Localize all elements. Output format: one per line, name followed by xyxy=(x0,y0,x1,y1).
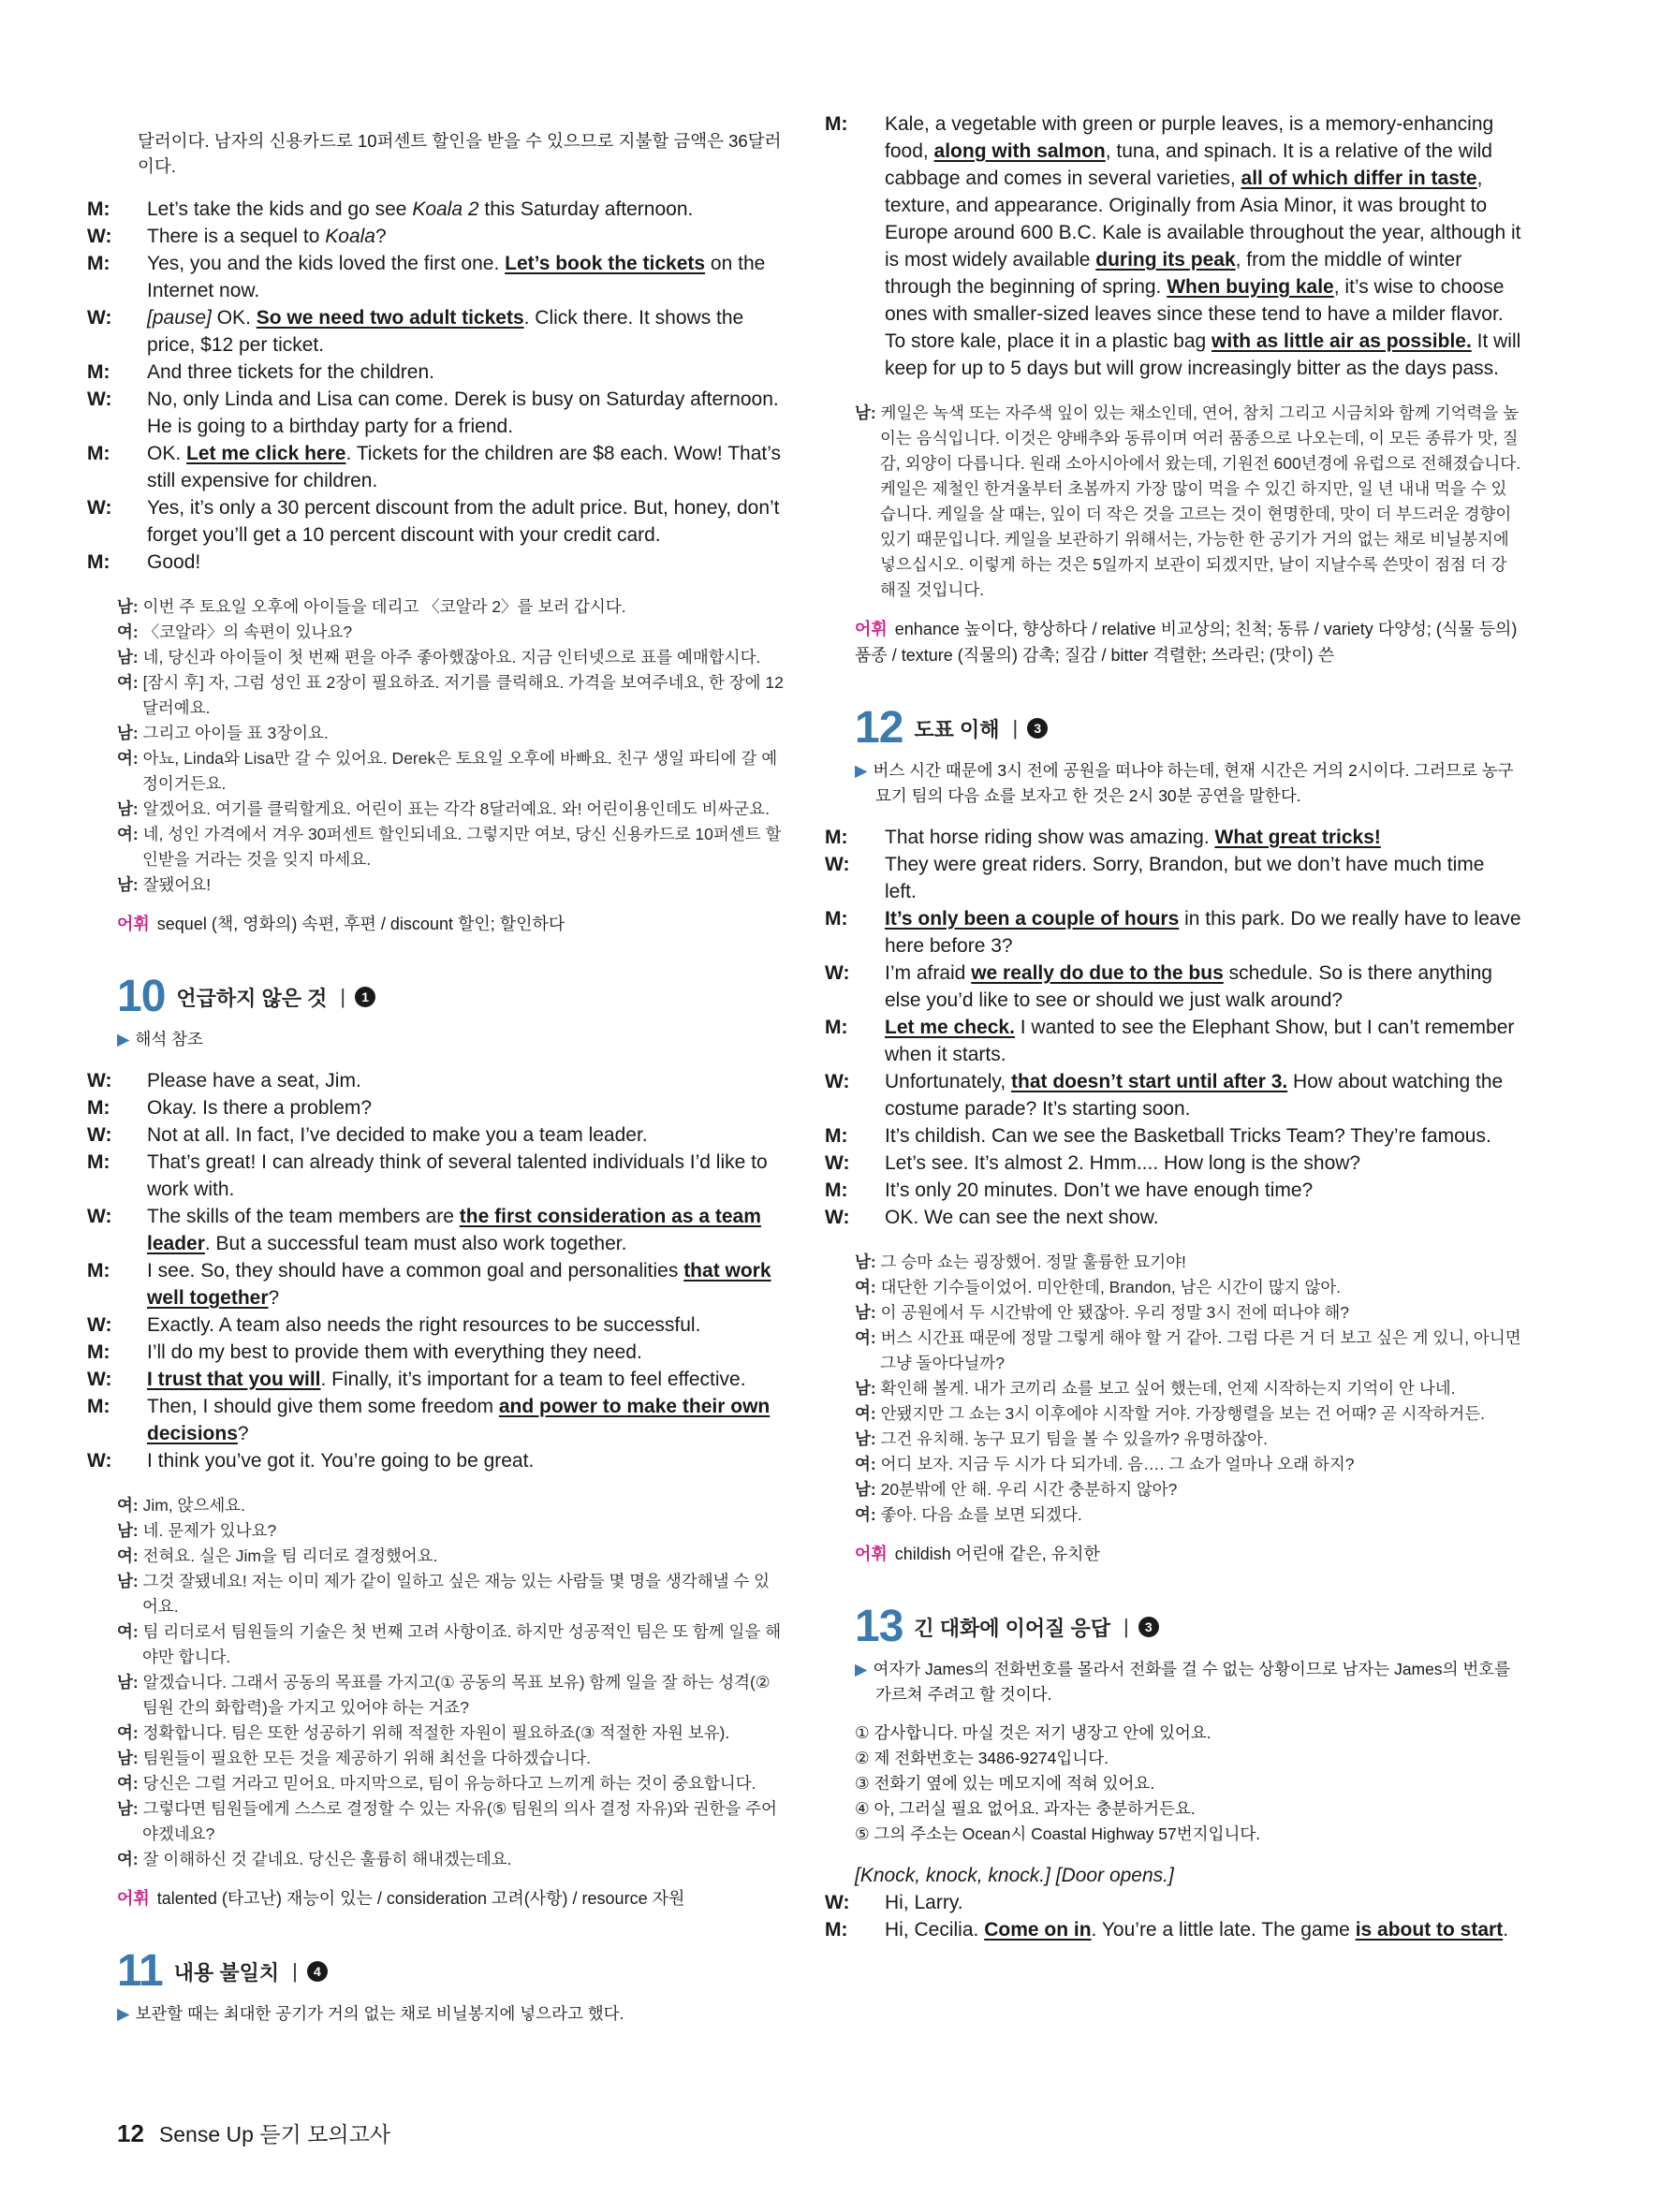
dialogue-text: Then, I should give them some freedom xyxy=(147,1396,499,1417)
key-phrase: Let me check. xyxy=(885,1017,1015,1038)
answer-option: ④ 아, 그러실 필요 없어요. 과자는 충분하거든요. xyxy=(855,1799,1196,1818)
section-13-header xyxy=(855,1604,1521,1649)
dialogue-text: Hi, Cecilia. xyxy=(885,1919,985,1941)
page-number: 12 xyxy=(117,2119,144,2147)
dialogue-text: Not at all. In fact, I’ve decided to make you a team leader. xyxy=(147,1124,648,1146)
dialogue-line xyxy=(825,1177,1521,1204)
section-title: 도표 이해 xyxy=(914,717,1000,741)
korean-line xyxy=(117,620,784,645)
speaker: W: xyxy=(87,1314,112,1336)
speaker: W: xyxy=(87,1369,112,1390)
section-12-header xyxy=(855,703,1521,753)
speaker: W: xyxy=(825,1207,850,1228)
korean-text: 케일은 녹색 또는 자주색 잎이 있는 채소인데, 연어, 참치 그리고 시금치와 함께 기억력을 높이는 음식입니다. 이것은 양배추와 동류이며 여러 품종으로 나오는데, 이 모든 종류가 맛, 질감, 외양이 다릅니다. 원래 소아시아에서 왔는데, 기원전 600년경에 유럽으로 전해졌습니다. 케일은 제철인 한겨울부터 초봄까지 가장 많이 먹을 수 있긴 하지만, 일 년 내내 먹을 수 있습니다. 케일을 살 때는, 잎이 더 작은 것을 고르는 것이 현명한데, 맛이 더 부드러운 경향이 있기 때문입니다. 케일을 보관하기 위해서는, 가능한 한 공기가 거의 없는 채로 비닐봉지에 넣으십시오. 이렇게 하는 것은 5일까지 보관이 되겠지만, 날이 지날수록 쓴맛이 점점 더 강해질 것입니다. xyxy=(875,403,1521,599)
dialogue-text: It’s childish. Can we see the Basketball Tricks Team? They’re famous. xyxy=(885,1125,1491,1147)
dialogue-text: That horse riding show was amazing. xyxy=(885,827,1215,848)
dialogue-line xyxy=(87,1366,784,1393)
korean-text: 아뇨, Linda와 Lisa만 갈 수 있어요. Derek은 토요일 오후에 바빠요. 친구 생일 파티에 갈 예정이거든요. xyxy=(138,749,778,793)
speaker: M: xyxy=(87,1097,110,1119)
speaker: 여: xyxy=(117,1723,139,1742)
korean-text: 이 공원에서 두 시간밖에 안 됐잖아. 우리 정말 3시 전에 떠나야 해? xyxy=(875,1303,1350,1322)
dialogue-text: Let’s take the kids and go see xyxy=(147,198,413,220)
section-title: 내용 불일치 xyxy=(173,1960,280,1985)
dialogue-text: ? xyxy=(375,226,387,247)
speaker: W: xyxy=(825,962,850,984)
korean-line xyxy=(117,1721,784,1746)
dialogue-text: Kale, a vegetable with green or purple leaves, is a memory-enhancing food, xyxy=(885,113,1494,162)
dialogue-line xyxy=(825,1122,1521,1150)
korean-line xyxy=(117,645,784,670)
korean-text: 알겠습니다. 그래서 공동의 목표를 가지고(① 공동의 목표 보유) 함께 일을 잘 하는 성격(② 팀원 간의 화합력)을 가지고 있어야 하는 거죠? xyxy=(138,1673,771,1717)
speaker: 남: xyxy=(117,875,139,894)
speaker: 남: xyxy=(117,1572,139,1590)
dialogue-line xyxy=(87,386,784,440)
key-phrase: It’s only been a couple of hours xyxy=(885,908,1180,930)
dialogue-text: , from the middle of winter through the beginning of spring. xyxy=(885,249,1462,298)
explanation-13 xyxy=(855,1657,1521,1707)
dialogue-text: OK. xyxy=(147,443,187,464)
korean-text: 확인해 볼게. 내가 코끼리 쇼를 보고 싶어 했는데, 언제 시작하는지 기억이 안 나네. xyxy=(875,1379,1456,1398)
dialogue-line xyxy=(825,1068,1521,1122)
triangle-icon: ▶ xyxy=(117,2004,130,2023)
korean-line xyxy=(117,822,784,872)
korean-translation-9 xyxy=(117,594,784,898)
speaker: M: xyxy=(87,253,110,274)
speaker: 여: xyxy=(855,1455,876,1473)
korean-text: 안됐지만 그 쇼는 3시 이후에야 시작할 거야. 가장행렬을 보는 건 어때? 곧 시작하거든. xyxy=(875,1404,1485,1423)
korean-text: 정확합니다. 팀은 또한 성공하기 위해 적절한 자원이 필요하죠(③ 적절한 자원 보유). xyxy=(138,1723,730,1742)
dialogue-text: schedule. So is there anything else you’d like to see or should we just walk around? xyxy=(885,962,1492,1011)
korean-text: 당신은 그럴 거라고 믿어요. 마지막으로, 팀이 유능하다고 느끼게 하는 것이 중요합니다. xyxy=(138,1774,756,1793)
section-title: 언급하지 않은 것 xyxy=(176,986,328,1010)
dialogue-line xyxy=(87,1094,784,1121)
speaker: W: xyxy=(87,1070,112,1091)
separator: | xyxy=(1012,716,1019,740)
dialogue-text: It will keep for up to 5 days but will grow increasingly bitter as the days pass. xyxy=(885,330,1521,379)
speaker: W: xyxy=(825,1071,850,1092)
korean-line xyxy=(855,1452,1521,1477)
speaker: 남: xyxy=(855,403,876,422)
key-phrase: and power to make their own decisions xyxy=(147,1396,771,1444)
korean-line xyxy=(855,401,1521,603)
dialogue-line xyxy=(825,1916,1521,1943)
dialogue-text: I’ll do my best to provide them with everything they need. xyxy=(147,1341,642,1363)
korean-text: 그 승마 쇼는 굉장했어. 정말 훌륭한 묘기야! xyxy=(875,1252,1186,1271)
korean-text: 알겠어요. 여기를 클릭할게요. 어린이 표는 각각 8달러예요. 와! 어린이용인데도 비싸군요. xyxy=(138,799,771,818)
dialogue-text: The skills of the team members are xyxy=(147,1206,460,1227)
korean-line xyxy=(117,1670,784,1721)
explanation-text: 버스 시간 때문에 3시 전에 공원을 떠나야 하는데, 현재 시간은 거의 2시이다. 그러므로 농구 묘기 팀의 다음 쇼를 보자고 한 것은 2시 30분 공연을 말한다. xyxy=(873,761,1514,805)
dialogue-text: Exactly. A team also needs the right resources to be successful. xyxy=(147,1314,701,1336)
dialogue-line xyxy=(87,1393,784,1447)
korean-text: 잘됐어요! xyxy=(138,875,212,894)
korean-line xyxy=(855,1250,1521,1275)
dialogue-text: There is a sequel to xyxy=(147,226,326,247)
korean-text: 버스 시간표 때문에 정말 그렇게 해야 할 거 같아. 그럼 다른 거 더 보고 싶은 게 있니, 아니면 그냥 돌아다닐까? xyxy=(875,1328,1521,1372)
korean-line xyxy=(117,1771,784,1796)
speaker: M: xyxy=(825,1017,848,1038)
speaker: M: xyxy=(825,827,848,848)
korean-text: 팀원들이 필요한 모든 것을 제공하기 위해 최선을 다하겠습니다. xyxy=(138,1749,592,1767)
vocab-tag: 어휘 xyxy=(855,620,888,638)
italic-text: Koala 2 xyxy=(412,198,479,220)
dialogue-text: It’s only 20 minutes. Don’t we have enough time? xyxy=(885,1179,1314,1201)
answer-options-13 xyxy=(855,1721,1521,1847)
speaker: 남: xyxy=(117,1521,139,1540)
korean-text: Jim, 앉으세요. xyxy=(138,1496,246,1515)
korean-line xyxy=(117,1619,784,1670)
korean-line xyxy=(117,1746,784,1771)
speaker: 여: xyxy=(117,1622,139,1641)
key-phrase: with as little air as possible. xyxy=(1211,330,1472,352)
dialogue-text: . Finally, it’s important for a team to feel effective. xyxy=(320,1369,746,1390)
speaker: 여: xyxy=(117,1850,139,1868)
key-phrase: during its peak xyxy=(1095,249,1236,271)
speaker: W: xyxy=(87,497,112,519)
section-number: 10 xyxy=(117,972,166,1021)
answer-option: ① 감사합니다. 마실 것은 저기 냉장고 안에 있어요. xyxy=(855,1723,1211,1742)
korean-translation-10 xyxy=(117,1493,784,1872)
dialogue-text: They were great riders. Sorry, Brandon, but we don’t have much time left. xyxy=(885,854,1485,902)
dialogue-line xyxy=(825,851,1521,905)
answer-badge: 1 xyxy=(355,987,375,1007)
speaker: W: xyxy=(87,1206,112,1227)
dialogue-text: . But a successful team must also work together. xyxy=(204,1233,627,1254)
speaker: M: xyxy=(87,443,110,464)
dialogue-line xyxy=(87,1203,784,1257)
korean-line xyxy=(117,1847,784,1872)
speaker: 여: xyxy=(117,623,139,641)
speaker: 여: xyxy=(117,673,139,692)
speaker: M: xyxy=(87,1396,110,1417)
dialogue-text: OK. xyxy=(211,307,257,329)
vocab-text: sequel (책, 영화의) 속편, 후편 / discount 할인; 할인하다 xyxy=(156,915,565,933)
speaker: W: xyxy=(87,1450,112,1472)
korean-text: 그것 잘됐네요! 저는 이미 제가 같이 일하고 싶은 재능 있는 사람들 몇 명을 생각해낼 수 있어요. xyxy=(138,1572,771,1616)
korean-line xyxy=(117,594,784,620)
dialogue-text: And three tickets for the children. xyxy=(147,361,434,383)
dialogue-line xyxy=(825,1889,1521,1916)
explanation-11 xyxy=(117,2001,784,2027)
korean-text: 20분밖에 안 해. 우리 시간 충분하지 않아? xyxy=(875,1480,1178,1499)
separator: | xyxy=(340,985,346,1008)
key-phrase: When buying kale xyxy=(1167,276,1334,298)
key-phrase: I trust that you will xyxy=(147,1369,321,1390)
dialogue-text: Hi, Larry. xyxy=(885,1892,963,1913)
dialogue-line xyxy=(87,1257,784,1311)
dialogue-text: No, only Linda and Lisa can come. Derek is busy on Saturday afternoon. He is going to a birthday party for a friend. xyxy=(147,388,779,437)
dialogue-line xyxy=(87,1447,784,1474)
intro-text: 달러이다. 남자의 신용카드로 10퍼센트 할인을 받을 수 있으므로 지불할 금액은 36달러이다. xyxy=(138,130,782,176)
korean-text: 팀 리더로서 팀원들의 기술은 첫 번째 고려 사항이죠. 하지만 성공적인 팀은 또 함께 일을 해야만 합니다. xyxy=(138,1622,782,1666)
korean-text: 좋아. 다음 쇼를 보면 되겠다. xyxy=(875,1505,1082,1524)
speaker: 남: xyxy=(117,724,139,742)
dialogue-line xyxy=(87,223,784,250)
speaker: 남: xyxy=(117,1673,139,1692)
korean-line xyxy=(855,1427,1521,1452)
answer-badge: 3 xyxy=(1138,1617,1159,1637)
speaker: 남: xyxy=(855,1303,876,1322)
section-title: 긴 대화에 이어질 응답 xyxy=(914,1616,1110,1640)
dialogue-text: ? xyxy=(237,1423,249,1444)
dialogue-line xyxy=(87,549,784,576)
dialogue-13 xyxy=(825,1889,1521,1943)
answer-option: ⑤ 그의 주소는 Ocean시 Coastal Highway 57번지입니다. xyxy=(855,1824,1261,1843)
triangle-icon: ▶ xyxy=(855,1660,868,1678)
key-phrase: all of which differ in taste xyxy=(1241,168,1477,189)
dialogue-line xyxy=(87,1311,784,1339)
answer-badge: 4 xyxy=(307,1961,328,1982)
dialogue-line xyxy=(87,1149,784,1203)
korean-translation-11 xyxy=(855,401,1521,603)
dialogue-line xyxy=(87,250,784,304)
explanation-text: 여자가 James의 전화번호를 몰라서 전화를 걸 수 없는 상황이므로 남자는 James의 번호를 가르쳐 주려고 할 것이다. xyxy=(873,1660,1511,1704)
korean-line xyxy=(117,872,784,898)
italic-text: [pause] xyxy=(147,307,212,329)
korean-text: [잠시 후] 자, 그럼 성인 표 2장이 필요하죠. 저기를 클릭해요. 가격을 보여주네요, 한 장에 12달러예요. xyxy=(138,673,784,717)
dialogue-text: . Tickets for the children are $8 each. Wow! That’s still expensive for children. xyxy=(147,443,782,491)
korean-line xyxy=(117,1544,784,1569)
right-column xyxy=(825,110,1521,1943)
korean-line xyxy=(117,1493,784,1518)
dialogue-line xyxy=(825,824,1521,851)
korean-text: 네, 당신과 아이들이 첫 번째 편을 아주 좋아했잖아요. 지금 인터넷으로 표를 예매합시다. xyxy=(138,648,761,667)
speaker: 여: xyxy=(117,749,139,768)
section-number: 13 xyxy=(855,1602,903,1651)
key-phrase: So we need two adult tickets xyxy=(256,307,524,329)
vocab-11 xyxy=(855,616,1521,668)
answer-badge: 3 xyxy=(1027,718,1048,739)
key-phrase: What great tricks! xyxy=(1214,827,1381,848)
dialogue-text: I wanted to see the Elephant Show, but I can’t remember when it starts. xyxy=(885,1017,1515,1065)
section-number: 11 xyxy=(117,1946,163,1996)
dialogue-text: Let’s see. It’s almost 2. Hmm.... How long is the show? xyxy=(885,1152,1361,1174)
dialogue-12 xyxy=(825,824,1521,1231)
korean-line xyxy=(855,1326,1521,1376)
dialogue-text: Yes, it’s only a 30 percent discount from the adult price. But, honey, don’t forget you’ll get a 10 percent discount with your credit card. xyxy=(147,497,780,546)
key-phrase: the first consideration as a team leader xyxy=(147,1206,761,1254)
korean-line xyxy=(117,1518,784,1544)
triangle-icon: ▶ xyxy=(117,1030,130,1048)
vocab-tag: 어휘 xyxy=(117,915,150,933)
vocab-text: talented (타고난) 재능이 있는 / consideration 고려(사항) / resource 자원 xyxy=(156,1889,685,1908)
speaker: M: xyxy=(87,1260,110,1282)
separator: | xyxy=(1123,1615,1129,1638)
speaker: W: xyxy=(825,1152,850,1174)
key-phrase: that work well together xyxy=(147,1260,771,1309)
speaker: M: xyxy=(825,113,848,135)
vocab-10 xyxy=(117,1885,784,1912)
korean-line xyxy=(855,1376,1521,1401)
vocab-tag: 어휘 xyxy=(117,1889,150,1908)
dialogue-text: , tuna, and spinach. It is a relative of the wild cabbage and comes in several varieties, xyxy=(885,140,1492,189)
key-phrase: Let me click here xyxy=(186,443,346,464)
speaker: 남: xyxy=(117,1799,139,1818)
left-column xyxy=(87,110,784,2027)
explanation-text: 보관할 때는 최대한 공기가 거의 없는 채로 비닐봉지에 넣으라고 했다. xyxy=(135,2004,624,2023)
section-11-header xyxy=(117,1946,784,1996)
dialogue-text: . You’re a little late. The game xyxy=(1091,1919,1356,1941)
korean-line xyxy=(855,1401,1521,1427)
korean-text: 〈코알라〉의 속편이 있나요? xyxy=(138,623,353,641)
korean-line xyxy=(117,746,784,797)
dialogue-11 xyxy=(825,110,1521,382)
vocab-text: enhance 높이다, 향상하다 / relative 비교상의; 친척; 동류 / variety 다양성; (식물 등의) 품종 / texture (직물의) 감촉; 질감 / bitter 격렬한; 쓰라린; (맛이) 쓴 xyxy=(855,620,1518,665)
dialogue-text: in this park. Do we really have to leave here before 3? xyxy=(885,908,1521,957)
triangle-icon: ▶ xyxy=(855,761,868,780)
speaker: 여: xyxy=(117,1496,139,1515)
dialogue-9 xyxy=(87,196,784,576)
dialogue-line xyxy=(87,304,784,359)
dialogue-line xyxy=(87,1067,784,1094)
speaker: 여: xyxy=(117,1546,139,1565)
speaker: W: xyxy=(87,307,112,329)
key-phrase: Come on in xyxy=(984,1919,1092,1941)
dialogue-text: How about watching the costume parade? It’s starting soon. xyxy=(885,1071,1504,1120)
dialogue-text: I’m afraid xyxy=(885,962,972,984)
dialogue-text: I see. So, they should have a common goal and personalities xyxy=(147,1260,684,1282)
dialogue-line xyxy=(87,440,784,494)
dialogue-text: , it’s wise to choose ones with smaller-sized leaves since these tend to have a milder flavor. To store kale, place it in a plastic bag xyxy=(885,276,1505,352)
korean-text: 네, 성인 가격에서 겨우 30퍼센트 할인되네요. 그렇지만 여보, 당신 신용카드로 10퍼센트 할인받을 거라는 것을 잊지 마세요. xyxy=(138,825,782,869)
section-10-header xyxy=(117,974,784,1019)
italic-text: Koala xyxy=(325,226,375,247)
vocab-tag: 어휘 xyxy=(855,1545,888,1563)
speaker: M: xyxy=(825,908,848,930)
korean-line xyxy=(855,1502,1521,1528)
speaker: 남: xyxy=(855,1252,876,1271)
korean-translation-12 xyxy=(855,1250,1521,1528)
dialogue-line xyxy=(87,359,784,386)
dialogue-text: . xyxy=(1503,1919,1509,1941)
dialogue-text: Please have a seat, Jim. xyxy=(147,1070,361,1091)
explanation-10 xyxy=(117,1027,784,1052)
dialogue-text: ? xyxy=(268,1287,280,1309)
dialogue-line xyxy=(87,494,784,549)
dialogue-text: OK. We can see the next show. xyxy=(885,1207,1159,1228)
answer-option: ② 제 전화번호는 3486-9274입니다. xyxy=(855,1749,1109,1767)
dialogue-text: this Saturday afternoon. xyxy=(478,198,694,220)
vocab-12 xyxy=(855,1541,1521,1567)
separator: | xyxy=(292,1959,298,1983)
page-footer xyxy=(117,2117,390,2148)
korean-text: 대단한 기수들이었어. 미안한데, Brandon, 남은 시간이 많지 않아. xyxy=(875,1278,1342,1296)
dialogue-line xyxy=(87,196,784,223)
dialogue-text: Yes, you and the kids loved the first one. xyxy=(147,253,506,274)
korean-text: 어디 보자. 지금 두 시가 다 되가네. 음…. 그 쇼가 얼마나 오래 하지? xyxy=(875,1455,1355,1473)
speaker: W: xyxy=(87,226,112,247)
speaker: W: xyxy=(87,1124,112,1146)
korean-text: 전혀요. 실은 Jim을 팀 리더로 결정했어요. xyxy=(138,1546,438,1565)
dialogue-text: That’s great! I can already think of several talented individuals I’d like to work with. xyxy=(147,1151,768,1200)
speaker: M: xyxy=(87,1151,110,1173)
korean-line xyxy=(855,1300,1521,1326)
key-phrase: that doesn’t start until after 3. xyxy=(1011,1071,1288,1092)
korean-line xyxy=(855,1275,1521,1300)
speaker: W: xyxy=(87,388,112,410)
speaker: M: xyxy=(825,1125,848,1147)
key-phrase: Let’s book the tickets xyxy=(505,253,706,274)
section-number: 12 xyxy=(855,703,903,753)
dialogue-line xyxy=(825,1150,1521,1177)
speaker: M: xyxy=(825,1919,848,1941)
answer-option: ③ 전화기 옆에 있는 메모지에 적혀 있어요. xyxy=(855,1774,1155,1793)
speaker: 여: xyxy=(855,1278,876,1296)
speaker: 여: xyxy=(855,1328,876,1347)
speaker: 남: xyxy=(855,1480,876,1499)
korean-text: 네. 문제가 있나요? xyxy=(138,1521,277,1540)
dialogue-text: Unfortunately, xyxy=(885,1071,1012,1092)
speaker: M: xyxy=(825,1179,848,1201)
speaker: 여: xyxy=(855,1404,876,1423)
dialogue-line xyxy=(825,1014,1521,1068)
dialogue-line xyxy=(825,905,1521,960)
korean-line xyxy=(117,1569,784,1619)
korean-text: 이번 주 토요일 오후에 아이들을 데리고 〈코알라 2〉를 보러 갑시다. xyxy=(138,597,626,616)
korean-line xyxy=(855,1477,1521,1502)
key-phrase: is about to start xyxy=(1355,1919,1504,1941)
speaker: 남: xyxy=(117,597,139,616)
korean-line xyxy=(117,797,784,822)
korean-line xyxy=(117,670,784,721)
speaker: 남: xyxy=(117,648,139,667)
speaker: 남: xyxy=(117,1749,139,1767)
vocab-text: childish 어린애 같은, 유치한 xyxy=(894,1545,1100,1563)
speaker: 남: xyxy=(117,799,139,818)
korean-text: 그렇다면 팀원들에게 스스로 결정할 수 있는 자유(⑤ 팀원의 의사 결정 자유)와 권한을 주어야겠네요? xyxy=(138,1799,777,1843)
dialogue-text: I think you’ve got it. You’re going to be great. xyxy=(147,1450,535,1472)
dialogue-text: . Click there. It shows the price, $12 per ticket. xyxy=(147,307,744,356)
key-phrase: we really do due to the bus xyxy=(971,962,1224,984)
speaker: 남: xyxy=(855,1429,876,1448)
korean-text: 그건 유치해. 농구 묘기 팀을 볼 수 있을까? 유명하잖아. xyxy=(875,1429,1268,1448)
speaker: 여: xyxy=(117,825,139,843)
explanation-12 xyxy=(855,758,1521,809)
dialogue-text: Okay. Is there a problem? xyxy=(147,1097,373,1119)
dialogue-line xyxy=(87,1121,784,1149)
dialogue-text: , texture, and appearance. Originally from Asia Minor, it was brought to Europe around 600 B.C. Kale is available throughout the year, although it is most widely available xyxy=(885,168,1521,271)
dialogue-line xyxy=(87,1339,784,1366)
key-phrase: along with salmon xyxy=(933,140,1106,162)
speaker: W: xyxy=(825,854,850,875)
speaker: 남: xyxy=(855,1379,876,1398)
dialogue-line xyxy=(825,960,1521,1014)
stage-direction: [Knock, knock, knock.] [Door opens.] xyxy=(855,1865,1174,1886)
book-title: Sense Up 듣기 모의고사 xyxy=(158,2122,391,2146)
speaker: M: xyxy=(87,551,110,573)
explanation-text: 해석 참조 xyxy=(135,1030,203,1048)
speaker: W: xyxy=(825,1892,850,1913)
korean-text: 잘 이해하신 것 같네요. 당신은 훌륭히 해내겠는데요. xyxy=(138,1850,512,1868)
korean-line xyxy=(117,1796,784,1847)
dialogue-line xyxy=(825,1204,1521,1231)
dialogue-text: on the Internet now. xyxy=(147,253,766,301)
korean-text: 그리고 아이들 표 3장이요. xyxy=(138,724,329,742)
dialogue-line xyxy=(825,110,1521,382)
speaker: M: xyxy=(87,361,110,383)
speaker: M: xyxy=(87,198,110,220)
dialogue-text: Good! xyxy=(147,551,201,573)
dialogue-10 xyxy=(87,1067,784,1474)
speaker: 여: xyxy=(117,1774,139,1793)
speaker: M: xyxy=(87,1341,110,1363)
speaker: 여: xyxy=(855,1505,876,1524)
vocab-9 xyxy=(117,911,784,937)
korean-line xyxy=(117,721,784,746)
